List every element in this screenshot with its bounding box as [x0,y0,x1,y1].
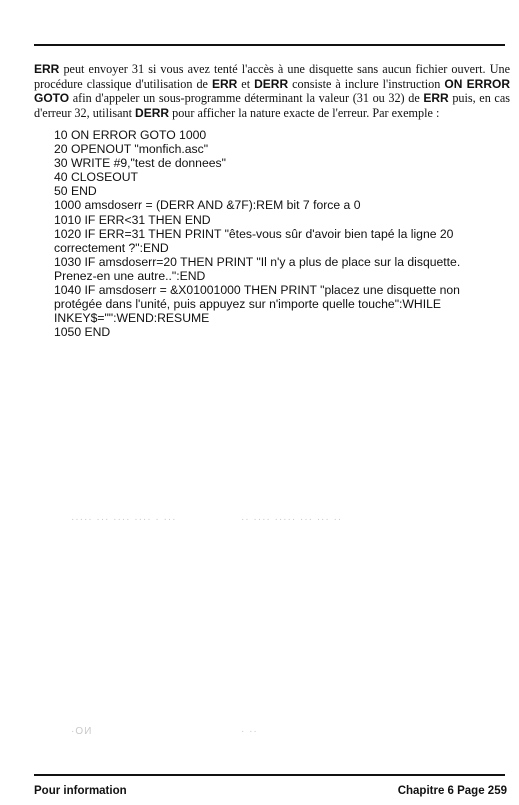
code-line: 20 OPENOUT "monfich.asc" [54,142,209,157]
keyword-err: ERR [423,91,449,105]
code-line: 30 WRITE #9,"test de donnees" [54,156,226,171]
bleed-through-text: ··· · ···· ···· ··· ····· [70,514,176,525]
keyword-err: ERR [211,76,238,91]
intro-text: puis, en cas d'erreur 32, utilisant [34,91,510,120]
header-rule [34,44,505,46]
bleed-through-text: ·· · [240,726,257,737]
code-listing [54,128,499,339]
code-line: 10 ON ERROR GOTO 1000 [54,128,207,142]
code-line: 1030 IF amsdoserr=20 THEN PRINT "Il n'y a plus de place sur la disquette. Prenez-en une autre..":END [54,254,461,283]
intro-text: afin d'appeler un sous-programme déterminant la valeur (31 ou 32) de [69,91,424,105]
keyword-derr: DERR [254,76,289,91]
code-line: 50 END [54,184,97,199]
bleed-through-text: ·· ··· ··· ····· ···· ·· [240,514,342,525]
intro-text: et [237,76,255,91]
bleed-through-text: NO· [70,726,92,737]
intro-text: pour afficher la nature exacte de l'erreur. Par exemple : [169,105,440,120]
code-line: 1040 IF amsdoserr = &X01001000 THEN PRINT "placez une disquette non protégée dans l'unité, puis appuyez sur n'importe quelle touche":WHILE INKEY$="":WEND:RESUME [54,283,460,326]
intro-paragraph [34,62,510,120]
code-line: 1010 IF ERR<31 THEN END [54,212,211,227]
intro-text: consiste à inclure l'instruction [288,76,445,91]
footer-rule [34,774,505,776]
code-line: 1020 IF ERR=31 THEN PRINT "êtes-vous sûr d'avoir bien tapé la ligne 20 correctement ?":END [54,226,454,255]
keyword-err: ERR [34,62,60,76]
keyword-derr: DERR [135,105,170,120]
code-line: 1050 END [54,325,111,340]
footer-page-number: Chapitre 6 Page 259 [397,785,507,797]
intro-text: peut envoyer 31 si vous avez tenté l'accès à une disquette sans aucun fichier ouvert. Une procédure classique d'utilisation de [34,62,510,91]
footer-section-title: Pour information [34,785,127,797]
code-line: 40 CLOSEOUT [54,170,138,185]
keyword-on-error-goto: ON ERROR GOTO [34,76,511,105]
code-line: 1000 amsdoserr = (DERR AND &7F):REM bit 7 force a 0 [54,198,361,213]
